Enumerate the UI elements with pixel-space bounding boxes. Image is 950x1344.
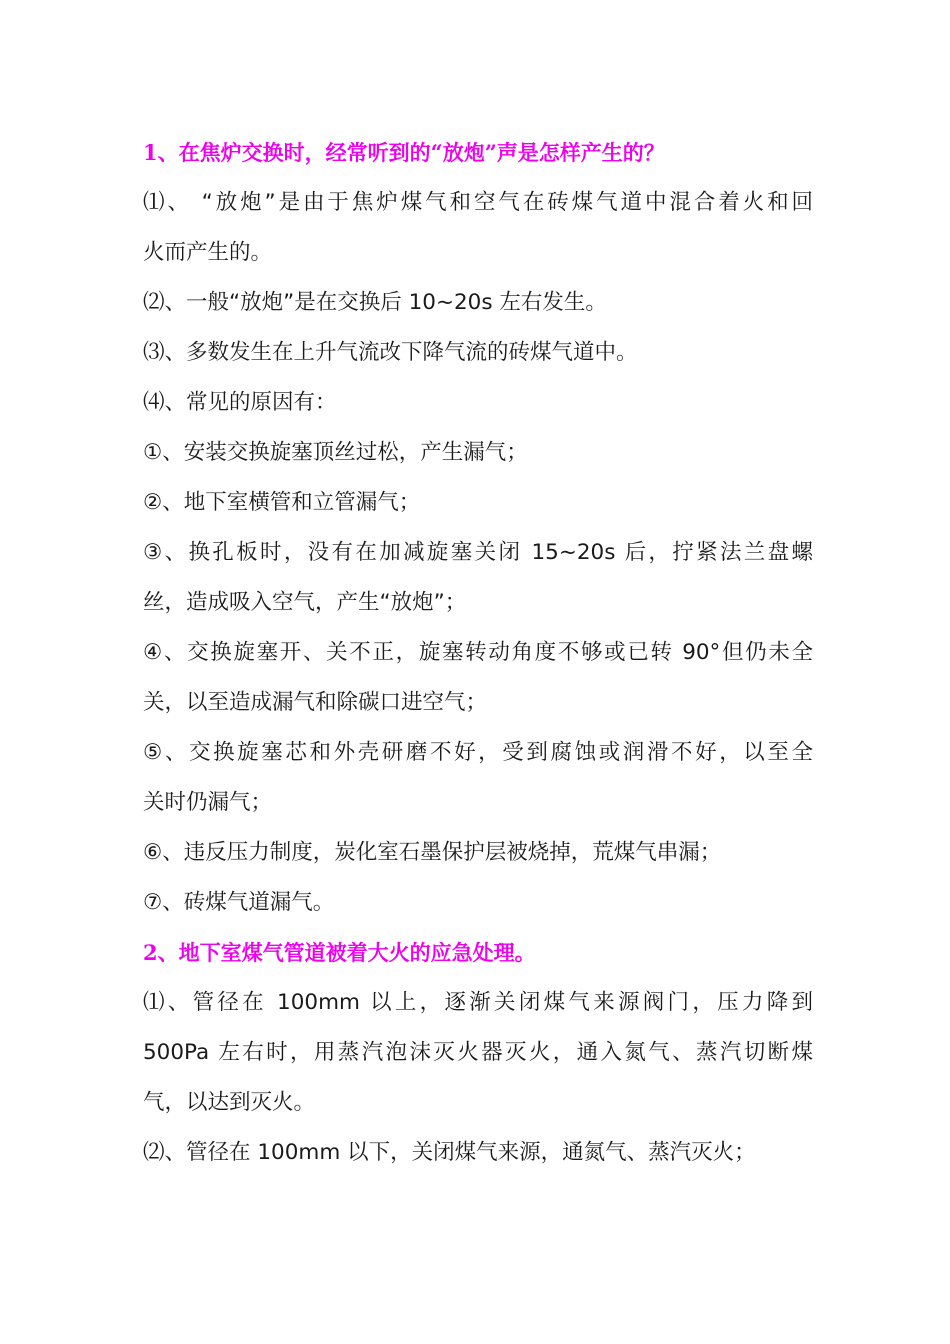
paragraph-line: ⑴、管径在 100mm 以上，逐渐关闭煤气来源阀门，压力降到 (143, 990, 813, 1015)
list-item-continuation: 关，以至造成漏气和除碳口进空气； (143, 690, 488, 715)
list-item-continuation: 关时仍漏气； (143, 790, 273, 815)
paragraph-line: 火而产生的。 (143, 240, 273, 265)
document-body (143, 128, 813, 1178)
list-item: ④、交换旋塞开、关不正，旋塞转动角度不够或已转 90°但仍未全 (143, 640, 813, 665)
list-item: ①、安装交换旋塞顶丝过松，产生漏气； (143, 440, 528, 465)
list-item-continuation: 丝，造成吸入空气，产生“放炮”； (143, 590, 467, 615)
paragraph-line: ⑶、多数发生在上升气流改下降气流的砖煤气道中。 (143, 340, 638, 365)
paragraph-line: 500Pa 左右时，用蒸汽泡沫灭火器灭火，通入氮气、蒸汽切断煤 (143, 1040, 813, 1065)
paragraph-line: ⑷、常见的原因有： (143, 390, 337, 415)
list-item: ⑥、违反压力制度，炭化室石墨保护层被烧掉，荒煤气串漏； (143, 840, 722, 865)
list-item: ②、地下室横管和立管漏气； (143, 490, 421, 515)
paragraph-line: ⑵、管径在 100mm 以下，关闭煤气来源，通氮气、蒸汽灭火； (143, 1140, 756, 1165)
list-item: ⑦、砖煤气道漏气。 (143, 890, 335, 915)
paragraph-line: ⑴、 “放炮”是由于焦炉煤气和空气在砖煤气道中混合着火和回 (143, 190, 813, 215)
section-heading-1: 1、在焦炉交换时，经常听到的“放炮”声是怎样产生的？ (143, 140, 665, 165)
paragraph-line: 气，以达到灭火。 (143, 1090, 316, 1115)
paragraph-line: ⑵、一般“放炮”是在交换后 10~20s 左右发生。 (143, 290, 607, 315)
list-item: ③、换孔板时，没有在加减旋塞关闭 15~20s 后，拧紧法兰盘螺 (143, 540, 813, 565)
section-heading-2: 2、地下室煤气管道被着大火的应急处理。 (143, 940, 536, 965)
list-item: ⑤、交换旋塞芯和外壳研磨不好，受到腐蚀或润滑不好，以至全 (143, 740, 813, 765)
